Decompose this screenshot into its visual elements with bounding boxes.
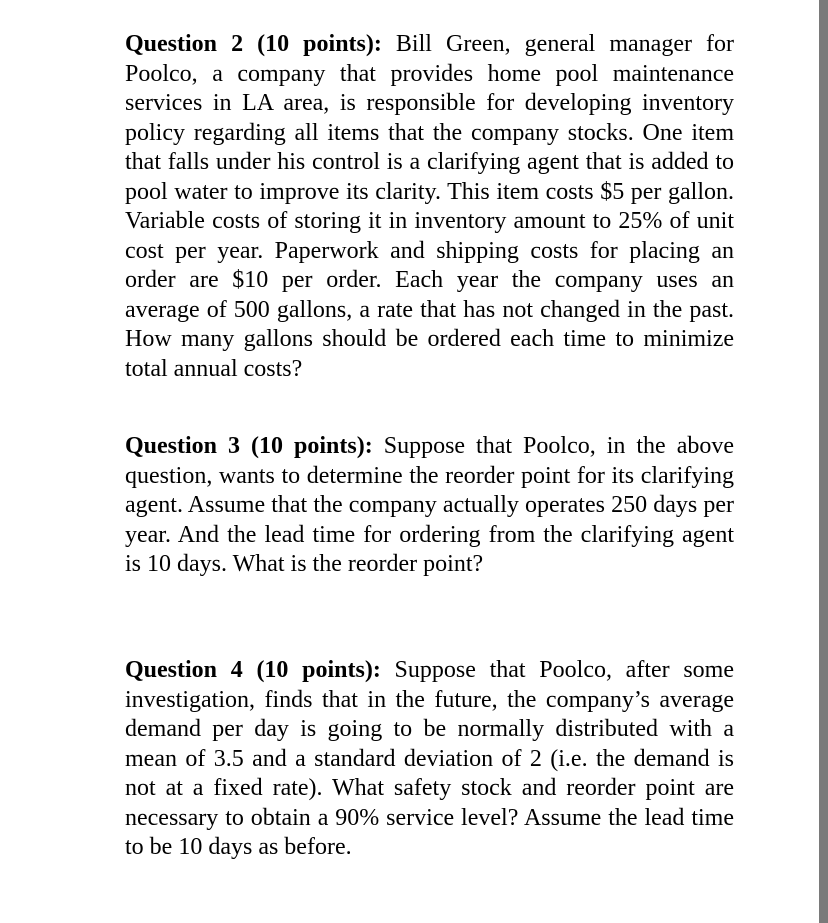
question-4-text: Suppose that Poolco, after some investigation, finds that in the future, the company’s average demand per day is going to be normally distributed with a mean of 3.5 and a standard deviation of 2 (i.e. the demand is not at a fixed rate). What safety stock and reorder point are necessary to obtain a 90% service level? Assume the lead time to be 10 days as before. bbox=[125, 657, 735, 860]
question-3-text: Suppose that Poolco, in the above question, wants to determine the reorder point for its clarifying agent. Assume that the company actually operates 250 days per year. And the lead time for ordering from the clarifying agent is 10 days. What is the reorder point? bbox=[125, 433, 735, 577]
question-2-text: Bill Green, general manager for Poolco, a company that provides home pool maintenance services in LA area, is responsible for developing inventory policy regarding all items that the company stocks. One item that falls under his control is a clarifying agent that is added to pool water to improve its clarity. This item costs $5 per gallon. Variable costs of storing it in inventory amount to 25% of unit cost per year. Paperwork and shipping costs for placing an order are $10 per order. Each year the company uses an average of 500 gallons, a rate that has not changed in the past. How many gallons should be ordered each time to minimize total annual costs? bbox=[125, 31, 735, 382]
question-2-label: Question 2 (10 points): bbox=[125, 31, 382, 57]
question-3 bbox=[125, 432, 734, 580]
question-4 bbox=[125, 656, 734, 863]
question-2 bbox=[125, 30, 734, 384]
question-3-label: Question 3 (10 points): bbox=[125, 433, 373, 459]
page-edge-scrollbar bbox=[819, 0, 828, 923]
question-4-label: Question 4 (10 points): bbox=[125, 657, 381, 683]
